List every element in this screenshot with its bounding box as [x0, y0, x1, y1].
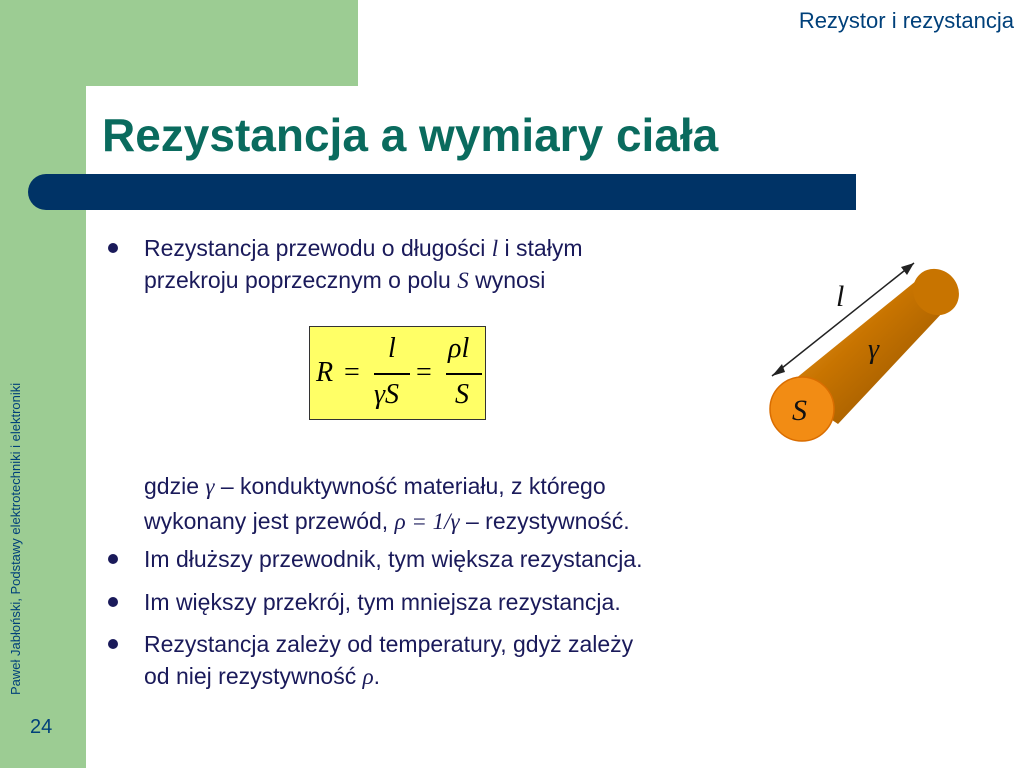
slide-title: Rezystancja a wymiary ciała: [102, 109, 719, 161]
conductor-diagram: [740, 250, 980, 450]
resistivity-relation: ρ = 1/γ: [394, 509, 460, 534]
fraction-2-numerator: ρl: [448, 333, 470, 364]
text-segment: wykonany jest przewód,: [144, 508, 395, 534]
fraction-1-bar: [374, 373, 410, 375]
section-label: Rezystor i rezystancja: [798, 8, 1014, 33]
bullet-2: Im dłuższy przewodnik, tym większa rezystancja.: [144, 546, 643, 572]
text-segment: gdzie: [144, 473, 206, 499]
area-label: S: [792, 394, 807, 427]
bullet-1-line-1: [144, 232, 582, 265]
bullet-4-line-2: [144, 660, 380, 693]
bullet-3: Im większy przekrój, tym mniejsza rezystancja.: [144, 589, 621, 615]
text-segment: i stałym: [498, 235, 583, 261]
bullet-4-line-1: Rezystancja zależy od temperatury, gdyż zależy: [144, 631, 634, 657]
title-underline-bar: [28, 174, 856, 210]
fraction-2-bar: [446, 373, 482, 375]
area-symbol: S: [457, 268, 469, 293]
text-segment: – rezystywność.: [459, 508, 630, 534]
formula-lhs: R: [316, 357, 334, 388]
bullet-1-line-2: [144, 264, 545, 297]
bullet-dot: [108, 243, 118, 253]
length-symbol: l: [491, 236, 499, 261]
arrow-head-start: [772, 364, 785, 376]
text-segment: – konduktywność materiału, z którego: [214, 473, 606, 499]
text-segment: wynosi: [468, 267, 546, 293]
arrow-head-end: [901, 263, 914, 275]
fraction-2-denominator: S: [455, 379, 469, 410]
conductivity-symbol: γ: [205, 474, 215, 499]
bullet-dot: [108, 639, 118, 649]
fraction-1-numerator: l: [388, 333, 396, 364]
resistance-formula: [309, 326, 486, 420]
text-segment: przekroju poprzecznym o polu: [144, 267, 458, 293]
where-line-2: [144, 505, 630, 538]
bullet-dot: [108, 597, 118, 607]
bullet-dot: [108, 554, 118, 564]
where-line-1: [144, 470, 606, 503]
formula-equals-2: =: [416, 357, 432, 388]
fraction-1-denominator: γS: [374, 379, 400, 410]
text-segment: od niej rezystywność: [144, 663, 363, 689]
page-number: 24: [30, 716, 53, 738]
resistivity-symbol: ρ: [362, 664, 374, 689]
conductivity-label: γ: [868, 334, 880, 365]
author-course-label: Paweł Jabłoński, Podstawy elektrotechniki i elektroniki: [8, 382, 23, 695]
formula-equals-1: =: [344, 357, 360, 388]
text-segment: .: [373, 663, 381, 689]
text-segment: Rezystancja przewodu o długości: [144, 235, 492, 261]
length-label: l: [836, 280, 845, 313]
